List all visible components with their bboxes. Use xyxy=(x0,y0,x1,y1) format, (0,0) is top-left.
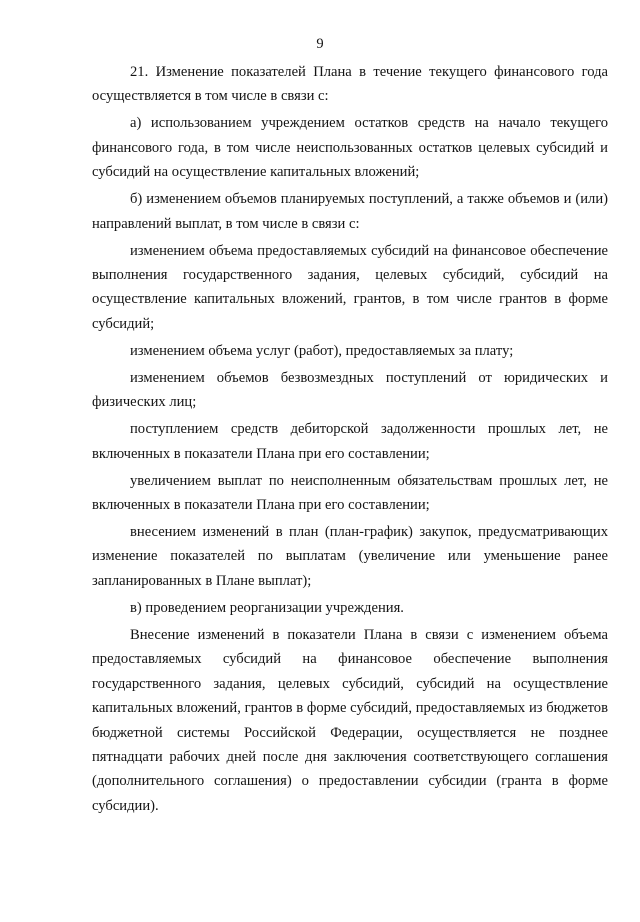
paragraph-changes-deadline: Внесение изменений в показатели Плана в связи с изменением объема предоставляемых субсидий на финансовое обеспечение выполнения государственного задания, целевых субсидий, субсидий на осуществление капитальных вложений, грантов в форме субсидий, предоставляемых из бюджетов бюджетной системы Российской Федерации, осуществляется не позднее пятнадцати рабочих дней после дня заключения соответствующего соглашения (дополнительного соглашения) о предоставлении субсидии (гранта в форме субсидии). xyxy=(92,626,608,814)
paragraph-subsidies-change: изменением объема предоставляемых субсидий на финансовое обеспечение выполнения государственного задания, целевых субсидий, субсидий на осуществление капитальных вложений, грантов, в том числе грантов в форме субсидий; xyxy=(92,242,608,332)
paragraph-paid-services: изменением объема услуг (работ), предоставляемых за плату; xyxy=(130,342,514,359)
page-number: 9 xyxy=(316,36,324,52)
document-body xyxy=(92,60,608,818)
paragraph-a: а) использованием учреждением остатков средств на начало текущего финансового года, в том числе неиспользованных остатков целевых субсидий и субсидий на осуществление капитальных вложений; xyxy=(92,115,608,181)
paragraph-procurement-plan: внесением изменений в план (план-график) закупок, предусматривающих изменение показателей по выплатам (увеличение или уменьшение ранее запланированных в Плане выплат); xyxy=(92,524,608,589)
paragraph-b: б) изменением объемов планируемых поступлений, а также объемов и (или) направлений выплат, в том числе в связи с: xyxy=(92,191,608,232)
paragraph-v: в) проведением реорганизации учреждения. xyxy=(130,599,404,616)
paragraph-gratuitous-receipts: изменением объемов безвозмездных поступлений от юридических и физических лиц; xyxy=(92,369,608,411)
paragraph-receivables: поступлением средств дебиторской задолженности прошлых лет, не включенных в показатели Плана при его составлении; xyxy=(92,421,608,462)
paragraph-21: 21. Изменение показателей Плана в течение текущего финансового года осуществляется в том числе в связи с: xyxy=(92,64,608,105)
paragraph-unfulfilled-obligations: увеличением выплат по неисполненным обязательствам прошлых лет, не включенных в показатели Плана при его составлении; xyxy=(92,472,608,514)
